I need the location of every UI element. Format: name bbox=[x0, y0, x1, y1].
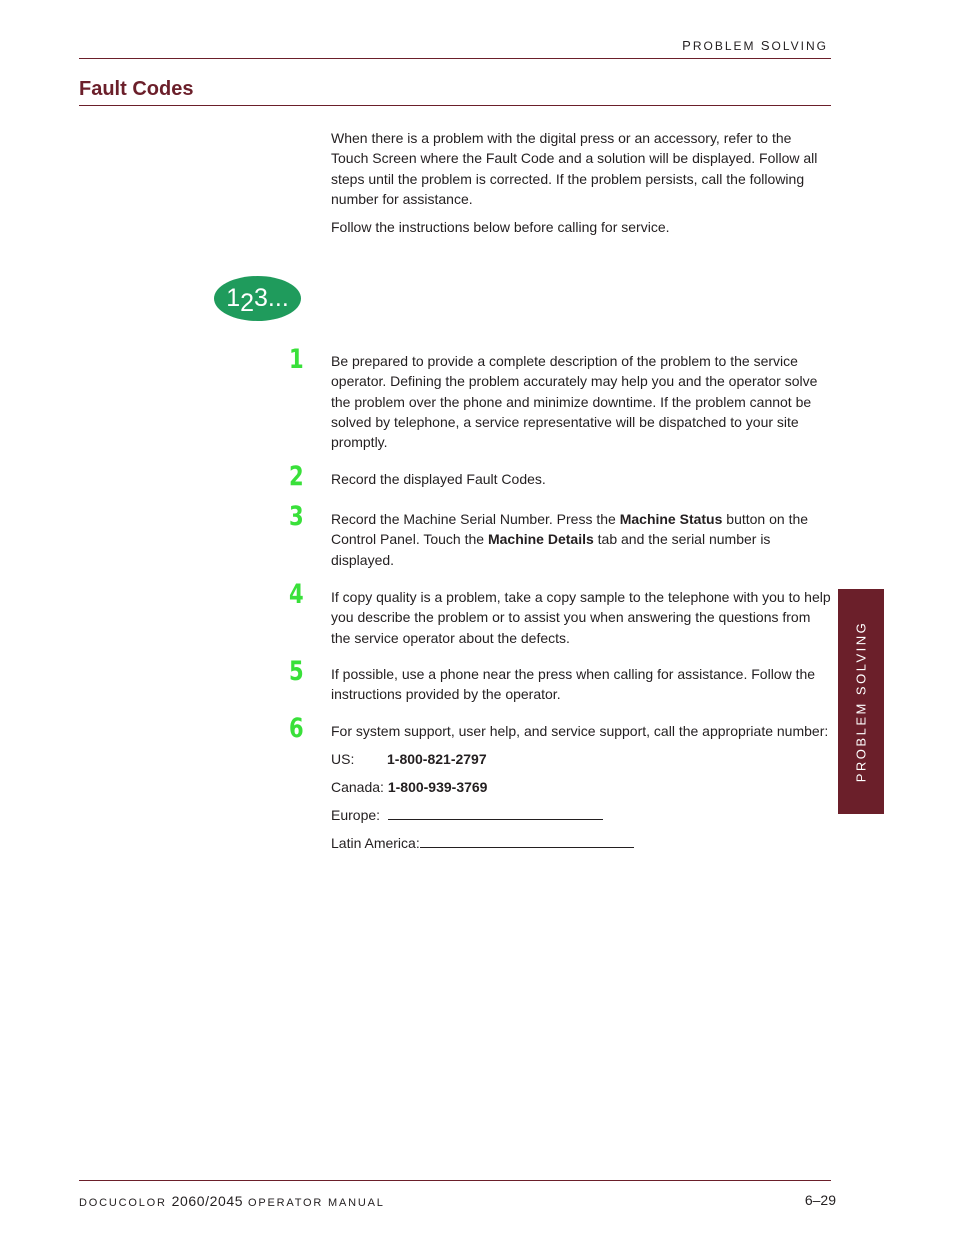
badge-digit-1: 1 bbox=[226, 284, 241, 312]
step-3-text-b: button on the Control Panel. Touch the bbox=[331, 511, 809, 548]
side-tab-label: PROBLEM SOLVING bbox=[853, 620, 869, 783]
step-number-4: 4 bbox=[289, 579, 304, 610]
page-number: 6–29 bbox=[804, 1192, 836, 1208]
intro-paragraph-2: Follow the instructions below before calling for service. bbox=[331, 219, 670, 236]
running-head-part-2: ROBLEM bbox=[692, 39, 761, 53]
step-text-3 bbox=[331, 509, 831, 570]
footer-model: 2060/2045 bbox=[171, 1193, 244, 1209]
contact-canada-label: Canada: bbox=[331, 779, 384, 795]
step-number-1: 1 bbox=[289, 344, 304, 375]
step-number-6: 6 bbox=[289, 713, 304, 744]
step-text-4: If copy quality is a problem, take a copy sample to the telephone with you to help you describe the problem or to assist you when answering the questions from the service operator about the defects. bbox=[331, 589, 831, 646]
header-rule bbox=[79, 58, 831, 59]
badge-digit-2: 2 bbox=[240, 289, 255, 317]
side-section-tab bbox=[838, 589, 884, 814]
section-title: Fault Codes bbox=[79, 78, 194, 100]
contact-us-label: US: bbox=[331, 751, 355, 767]
machine-status-label: Machine Status bbox=[619, 511, 723, 527]
title-rule bbox=[79, 105, 831, 106]
contact-europe bbox=[331, 805, 603, 825]
machine-details-label: Machine Details bbox=[487, 531, 594, 548]
running-head-cap-3: S bbox=[760, 38, 772, 53]
step-3-text-a: Record the Machine Serial Number. Press the bbox=[331, 511, 620, 527]
contact-europe-label: Europe: bbox=[331, 807, 381, 823]
step-text-5: If possible, use a phone near the press when calling for assistance. Follow the instructions provided by the operator. bbox=[331, 666, 816, 703]
contact-latam-label: Latin America: bbox=[331, 835, 420, 851]
step-number-5: 5 bbox=[289, 656, 304, 687]
badge-digit-3: 3... bbox=[254, 284, 289, 312]
intro-paragraph-1: When there is a problem with the digital press or an accessory, refer to the Touch Screen where the Fault Code and a solution will be displayed. Follow all steps until the problem is corrected. If the problem persists, call the following number for assistance. bbox=[331, 130, 818, 207]
numbered-steps-icon bbox=[214, 276, 301, 321]
europe-blank-line bbox=[388, 805, 603, 820]
footer-brand: DOCUCOLOR bbox=[79, 1197, 172, 1209]
contact-canada bbox=[331, 777, 487, 797]
contact-canada-number: 1-800-939-3769 bbox=[387, 779, 488, 795]
contact-us bbox=[331, 749, 487, 769]
contact-latin-america bbox=[331, 833, 634, 853]
running-head-cap-1: P bbox=[682, 38, 693, 53]
footer-manual-title bbox=[79, 1193, 385, 1209]
step-text-2: Record the displayed Fault Codes. bbox=[331, 471, 546, 487]
running-head bbox=[682, 38, 828, 53]
step-number-2: 2 bbox=[289, 461, 304, 492]
footer-suffix: OPERATOR MANUAL bbox=[243, 1197, 385, 1209]
step-text-1: Be prepared to provide a complete description of the problem to the service operator. Defining the problem accurately may help you and the operator solve the problem over the phone and minimize downtime. If the problem cannot be solved by telephone, a service representative will be dispatched to your site promptly. bbox=[331, 353, 818, 451]
latam-blank-line bbox=[420, 833, 634, 848]
footer-rule bbox=[79, 1180, 831, 1181]
step-text-6: For system support, user help, and service support, call the appropriate number: bbox=[331, 723, 829, 739]
contact-us-number: 1-800-821-2797 bbox=[387, 751, 487, 767]
step-3-text-c: tab and the serial number is displayed. bbox=[331, 531, 771, 568]
intro-text bbox=[331, 128, 831, 245]
running-head-part-4: OLVING bbox=[771, 39, 828, 53]
step-number-3: 3 bbox=[289, 501, 304, 532]
